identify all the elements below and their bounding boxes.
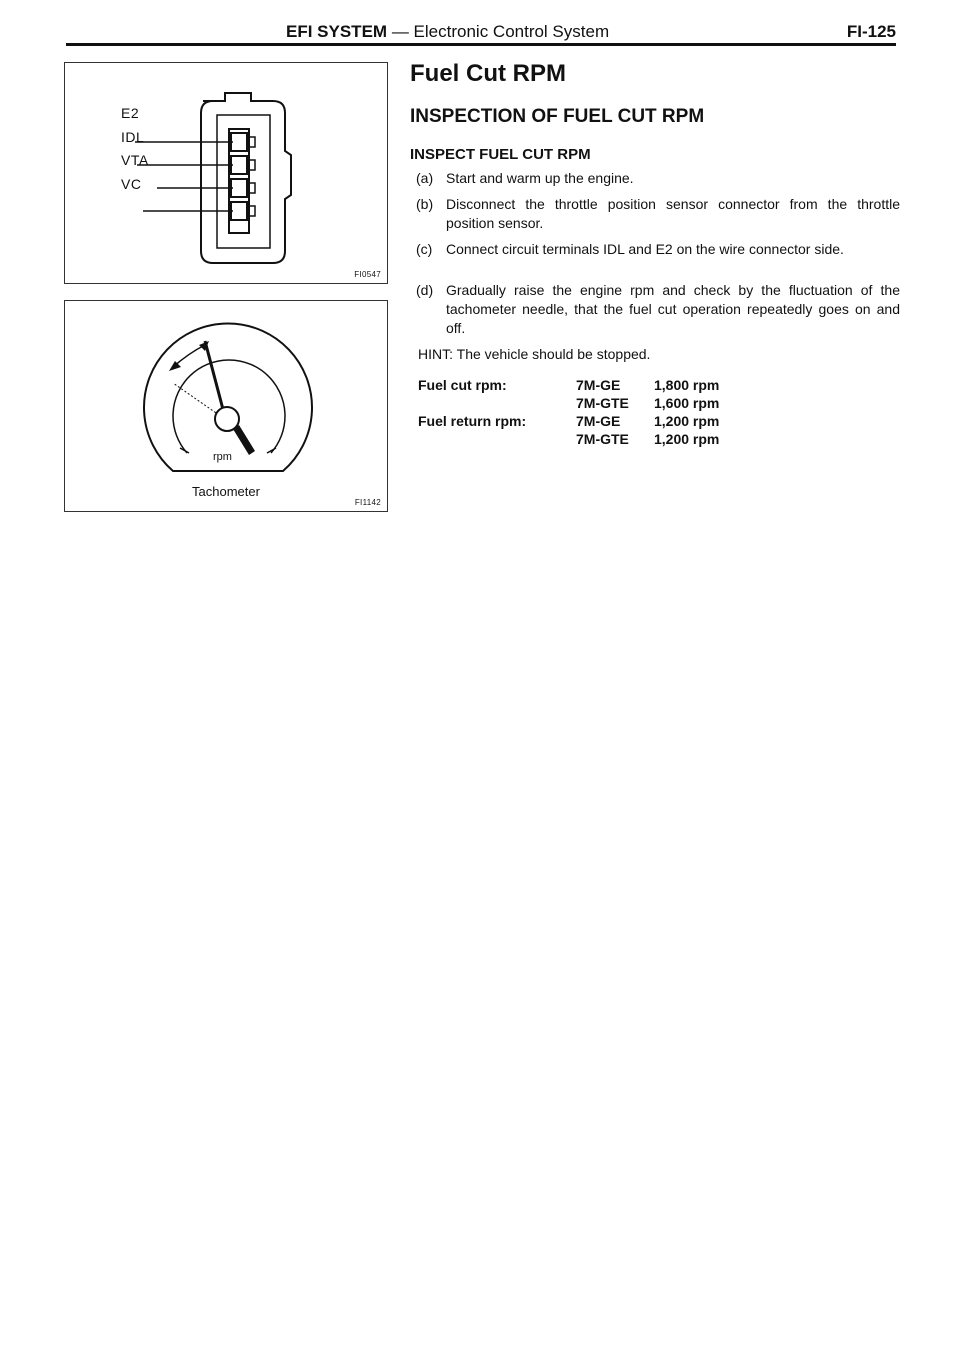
pin-label-vc: VC [121,176,142,192]
pin-label-idl: IDL [121,129,145,145]
spec-value: 1,600 rpm [654,395,720,411]
spec-value: 1,800 rpm [654,377,720,393]
spec-value: 1,200 rpm [654,431,720,447]
spec-table [418,376,719,448]
pin-label-vta: VTA [121,152,149,168]
connector-figure [64,62,388,284]
spec-model: 7M-GTE [576,395,629,411]
pin-label-e2: E2 [121,105,140,121]
figure-code: FI0547 [354,270,381,279]
page-number: FI-125 [846,22,896,41]
header-title [286,22,609,42]
header-rule [66,43,896,46]
spec-model: 7M-GTE [576,431,629,447]
hint-text: HINT: The vehicle should be stopped. [418,346,651,362]
spec-label: Fuel cut rpm: [418,377,507,393]
spec-value: 1,200 rpm [654,413,720,429]
step-b [410,195,900,233]
step-letter: (c) [416,241,433,257]
step-letter: (d) [416,282,434,298]
subsection-title: INSPECTION OF FUEL CUT RPM [410,106,705,127]
step-letter: (b) [416,196,434,212]
figure-code: FI1142 [354,498,381,507]
header-system: EFI SYSTEM [286,22,388,41]
step-c [410,240,900,259]
step-text: Disconnect the throttle position sensor connector from the throttle position sensor. [446,196,900,231]
inspect-heading: INSPECT FUEL CUT RPM [410,146,591,163]
connector-illustration [65,63,389,285]
step-d [410,281,900,338]
main-content [410,60,900,448]
spec-row [418,412,719,430]
spec-label [418,430,576,448]
tachometer-unit: rpm [213,451,232,463]
page-header [66,18,896,46]
header-separator: — [391,22,409,41]
tachometer-illustration [65,301,389,513]
header-subtitle: Electronic Control System [413,22,610,41]
section-title: Fuel Cut RPM [410,60,566,87]
spec-row [418,376,719,394]
step-list [410,169,900,338]
spec-label: Fuel return rpm: [418,413,527,429]
step-text: Connect circuit terminals IDL and E2 on the wire connector side. [446,241,844,257]
spec-row [418,430,719,448]
step-text: Start and warm up the engine. [446,170,634,186]
spec-row [418,394,719,412]
figure-caption: Tachometer [192,484,260,499]
step-text: Gradually raise the engine rpm and check by the fluctuation of the tachometer needle, that the fuel cut operation repeatedly goes on and off. [446,282,900,336]
spec-model: 7M-GE [576,377,621,393]
tachometer-figure [64,300,388,512]
spec-model: 7M-GE [576,413,621,429]
step-letter: (a) [416,170,434,186]
step-a [410,169,900,188]
spec-label [418,394,576,412]
